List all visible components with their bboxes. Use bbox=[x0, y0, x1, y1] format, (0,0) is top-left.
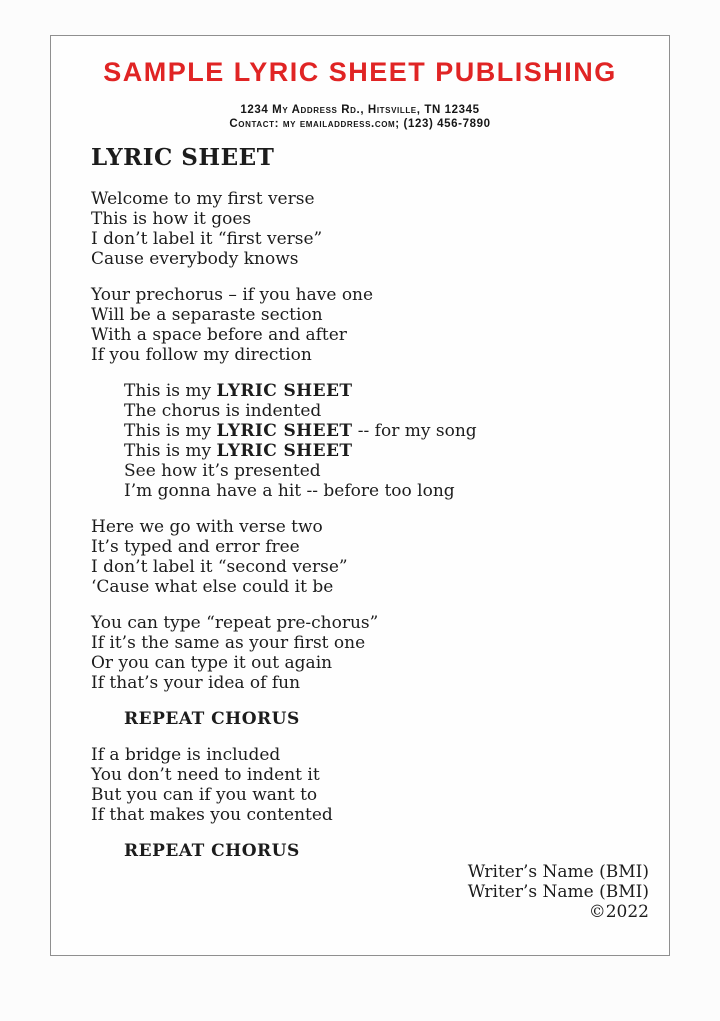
publisher-name: SAMPLE LYRIC SHEET PUBLISHING bbox=[103, 57, 617, 87]
lyric-line: REPEAT CHORUS bbox=[124, 709, 300, 729]
lyric-sheet-page bbox=[50, 35, 670, 956]
lyric-line: See how it’s presented bbox=[124, 461, 321, 481]
lyric-line: Or you can type it out again bbox=[91, 653, 333, 673]
lyric-line: ‘Cause what else could it be bbox=[91, 577, 334, 597]
sheet-body bbox=[91, 145, 649, 861]
publisher-contact-line: Contact: my emailaddress.com; (123) 456-7890 bbox=[229, 118, 491, 130]
stanza-verse bbox=[91, 189, 649, 269]
credit-line: Writer’s Name (BMI) bbox=[467, 882, 649, 902]
credit-line: Writer’s Name (BMI) bbox=[467, 862, 649, 882]
lyric-line: Welcome to my first verse bbox=[91, 189, 315, 209]
stanza-direction bbox=[124, 709, 649, 729]
lyric-line: If a bridge is included bbox=[91, 745, 281, 765]
lyric-line: I’m gonna have a hit -- before too long bbox=[124, 481, 455, 501]
letterhead bbox=[51, 36, 669, 131]
lyric-line: Cause everybody knows bbox=[91, 249, 299, 269]
lyric-line bbox=[124, 381, 649, 401]
lyric-line: I don’t label it “second verse” bbox=[91, 557, 348, 577]
stanza-verse bbox=[91, 613, 649, 693]
text-segment: -- for my song bbox=[352, 421, 477, 441]
lyric-line: I don’t label it “first verse” bbox=[91, 229, 323, 249]
lyric-line: You can type “repeat pre-chorus” bbox=[91, 613, 379, 633]
text-segment: This is my bbox=[124, 421, 217, 441]
lyric-line: But you can if you want to bbox=[91, 785, 318, 805]
lyric-line: If it’s the same as your first one bbox=[91, 633, 366, 653]
lyric-line: With a space before and after bbox=[91, 325, 347, 345]
stanza-verse bbox=[91, 517, 649, 597]
publisher-contact-block bbox=[51, 103, 669, 131]
lyric-line: REPEAT CHORUS bbox=[124, 841, 300, 861]
lyric-line bbox=[124, 441, 649, 461]
lyric-line: Here we go with verse two bbox=[91, 517, 323, 537]
lyric-line: Will be a separaste section bbox=[91, 305, 323, 325]
lyric-line: If that’s your idea of fun bbox=[91, 673, 301, 693]
text-segment: This is my bbox=[124, 441, 217, 461]
writer-credits bbox=[468, 862, 649, 922]
credit-line: ©2022 bbox=[588, 902, 649, 922]
lyric-line: The chorus is indented bbox=[124, 401, 322, 421]
lyric-line bbox=[124, 421, 649, 441]
lyric-line: This is how it goes bbox=[91, 209, 252, 229]
lyric-line: You don’t need to indent it bbox=[91, 765, 320, 785]
stanza-verse bbox=[91, 745, 649, 825]
stanza-chorus bbox=[124, 381, 649, 501]
emphasized-text: LYRIC SHEET bbox=[216, 421, 353, 441]
lyric-line: If you follow my direction bbox=[91, 345, 312, 365]
stanza-verse bbox=[91, 285, 649, 365]
sheet-title: LYRIC SHEET bbox=[91, 144, 275, 171]
lyrics-body bbox=[91, 189, 649, 861]
emphasized-text: LYRIC SHEET bbox=[216, 381, 353, 401]
emphasized-text: LYRIC SHEET bbox=[216, 441, 353, 461]
stanza-direction bbox=[124, 841, 649, 861]
lyric-line: Your prechorus – if you have one bbox=[91, 285, 374, 305]
lyric-line: If that makes you contented bbox=[91, 805, 333, 825]
lyric-line: It’s typed and error free bbox=[91, 537, 300, 557]
text-segment: This is my bbox=[124, 381, 217, 401]
publisher-address-line: 1234 My Address Rd., Hitsville, TN 12345 bbox=[240, 104, 480, 116]
